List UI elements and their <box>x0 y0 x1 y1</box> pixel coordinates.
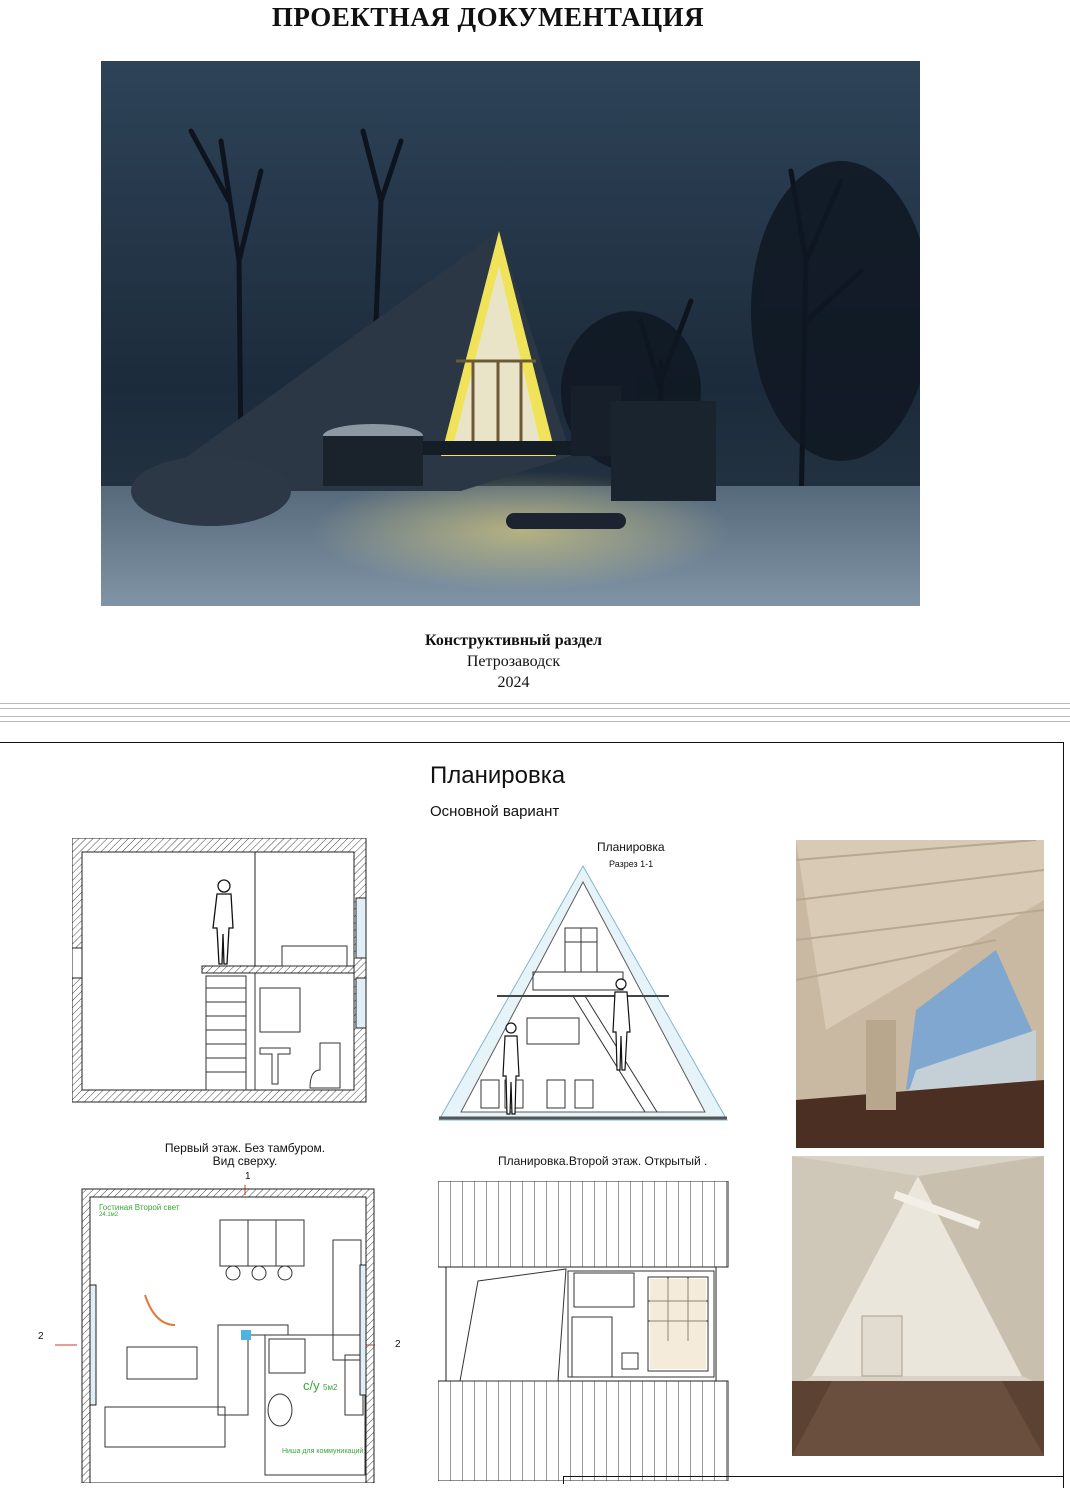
axis-label-left: 2 <box>38 1331 44 1342</box>
city-name: Петрозаводск <box>466 653 561 670</box>
page-separator <box>0 716 1070 717</box>
section-cut-label: Разрез 1-1 <box>609 859 654 869</box>
living-room-label: Гостиная Второй свет <box>99 1203 180 1212</box>
page-separator <box>0 708 1070 709</box>
utility-niche-label: Ниша для коммуникаций <box>282 1448 364 1455</box>
cover-caption <box>0 630 1027 693</box>
second-floor-plan <box>438 1181 730 1481</box>
document-title: ПРОЕКТНАЯ ДОКУМЕНТАЦИЯ <box>271 2 705 32</box>
plan-title: Планировка <box>430 762 566 789</box>
living-room-area: 24.1м2 <box>99 1212 119 1218</box>
interior-photo-hall <box>792 1156 1044 1456</box>
bathroom-area: 5м2 <box>323 1383 338 1392</box>
section-name: Конструктивный раздел <box>425 632 602 649</box>
side-section-drawing <box>72 838 368 1104</box>
axis-label-right: 2 <box>395 1339 401 1350</box>
first-floor-caption <box>100 1142 390 1168</box>
section-view-title: Планировка <box>597 840 665 854</box>
year: 2024 <box>497 674 530 691</box>
interior-photo-window <box>796 840 1044 1148</box>
bathroom-label: с/у <box>303 1378 320 1393</box>
a-frame-house-night-photo <box>101 61 920 606</box>
second-floor-caption: Планировка.Второй этаж. Открытый . <box>498 1154 708 1168</box>
cross-section-drawing <box>435 862 730 1124</box>
cover-photo <box>101 61 920 606</box>
page-separator <box>0 721 1070 722</box>
first-floor-caption-line2: Вид сверху. <box>212 1154 278 1168</box>
first-floor-caption-line1: Первый этаж. Без тамбуром. <box>164 1141 326 1155</box>
plan-subtitle: Основной вариант <box>430 803 560 820</box>
page-separator <box>0 703 1070 704</box>
first-floor-plan <box>55 1185 375 1483</box>
axis-label-top: 1 <box>245 1171 251 1182</box>
